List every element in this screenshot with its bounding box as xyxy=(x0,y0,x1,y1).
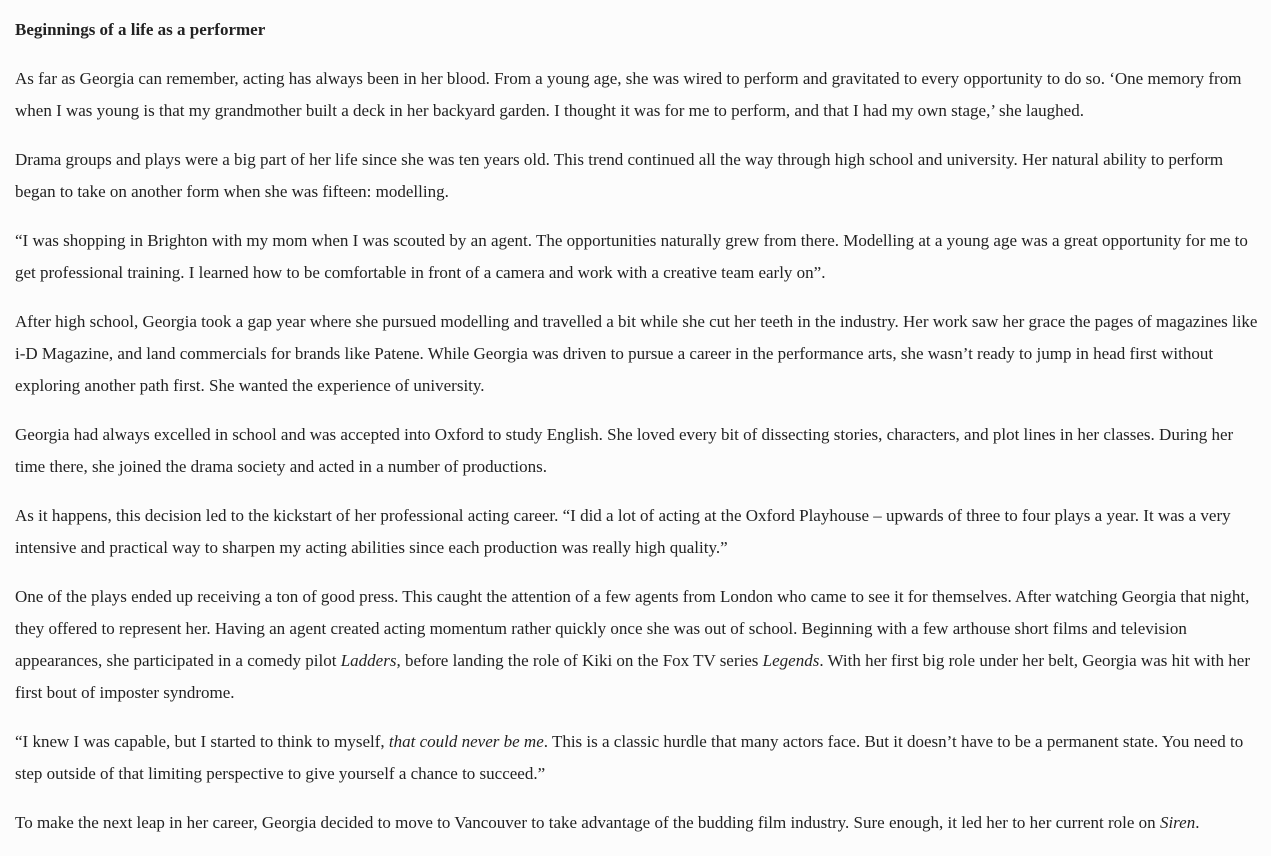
paragraph-childhood: As far as Georgia can remember, acting has always been in her blood. From a young age, she was wired to perform and gravitated to every opportunity to do so. ‘One memory from when I was young is that my grandmother built a deck in her backyard garden. I thought it was for me to perform, and that I had my own stage,’ she laughed. xyxy=(15,69,1242,120)
paragraph-drama-groups: Drama groups and plays were a big part of her life since she was ten years old. This trend continued all the way through high school and university. Her natural ability to perform began to take on another form when she was fifteen: modelling. xyxy=(15,150,1224,201)
paragraph-oxford: Georgia had always excelled in school and was accepted into Oxford to study English. She loved every bit of dissecting stories, characters, and plot lines in her classes. During her time there, she joined the drama society and acted in a number of productions. xyxy=(15,425,1234,476)
section-heading: Beginnings of a life as a performer xyxy=(15,20,266,39)
paragraph-scouted-quote: “I was shopping in Brighton with my mom when I was scouted by an agent. The opportunities naturally grew from there. Modelling at a young age was a great opportunity for me to get professional training. I learned how to be comfortable in front of a camera and work with a creative team early on”. xyxy=(15,231,1248,282)
title-ladders: Ladders xyxy=(340,651,397,670)
paragraph-playhouse: As it happens, this decision led to the kickstart of her professional acting career. “I did a lot of acting at the Oxford Playhouse – upwards of three to four plays a year. It was a very intensive and practical way to sharpen my acting abilities since each production was really high quality.” xyxy=(15,506,1231,557)
paragraph-agents-text-2: , before landing the role of Kiki on the Fox TV series xyxy=(396,651,763,670)
paragraph-agents-text-3: . With her first big role under her belt, Georgia was hit with her first bout of imposter syndrome. xyxy=(15,651,1250,702)
emphasis-never-be-me: that could never be me xyxy=(388,732,544,751)
paragraph-imposter-quote xyxy=(15,726,1260,790)
paragraph-imposter-text-1: “I knew I was capable, but I started to think to myself, xyxy=(15,732,389,751)
paragraph-imposter-text-2: . This is a classic hurdle that many actors face. But it doesn’t have to be a permanent state. You need to step outside of that limiting perspective to give yourself a chance to succeed.” xyxy=(15,732,1244,783)
paragraph-vancouver xyxy=(15,807,1260,839)
paragraph-agents-text-1: One of the plays ended up receiving a ton of good press. This caught the attention of a few agents from London who came to see it for themselves. After watching Georgia that night, they offered to represent her. Having an agent created acting momentum rather quickly once she was out of school. Beginning with a few arthouse short films and television appearances, she participated in a comedy pilot xyxy=(15,587,1250,670)
title-siren: Siren xyxy=(1159,813,1196,832)
paragraph-gap-year: After high school, Georgia took a gap year where she pursued modelling and travelled a bit while she cut her teeth in the industry. Her work saw her grace the pages of magazines like i-D Magazine, and land commercials for brands like Patene. While Georgia was driven to pursue a career in the performance arts, she wasn’t ready to jump in head first without exploring another path first. She wanted the experience of university. xyxy=(15,312,1258,395)
paragraph-vancouver-text-2: . xyxy=(1195,813,1200,832)
title-legends: Legends xyxy=(762,651,820,670)
paragraph-vancouver-text-1: To make the next leap in her career, Georgia decided to move to Vancouver to take advantage of the budding film industry. Sure enough, it led her to her current role on xyxy=(15,813,1160,832)
article-body xyxy=(15,14,1260,856)
paragraph-agents xyxy=(15,581,1260,709)
